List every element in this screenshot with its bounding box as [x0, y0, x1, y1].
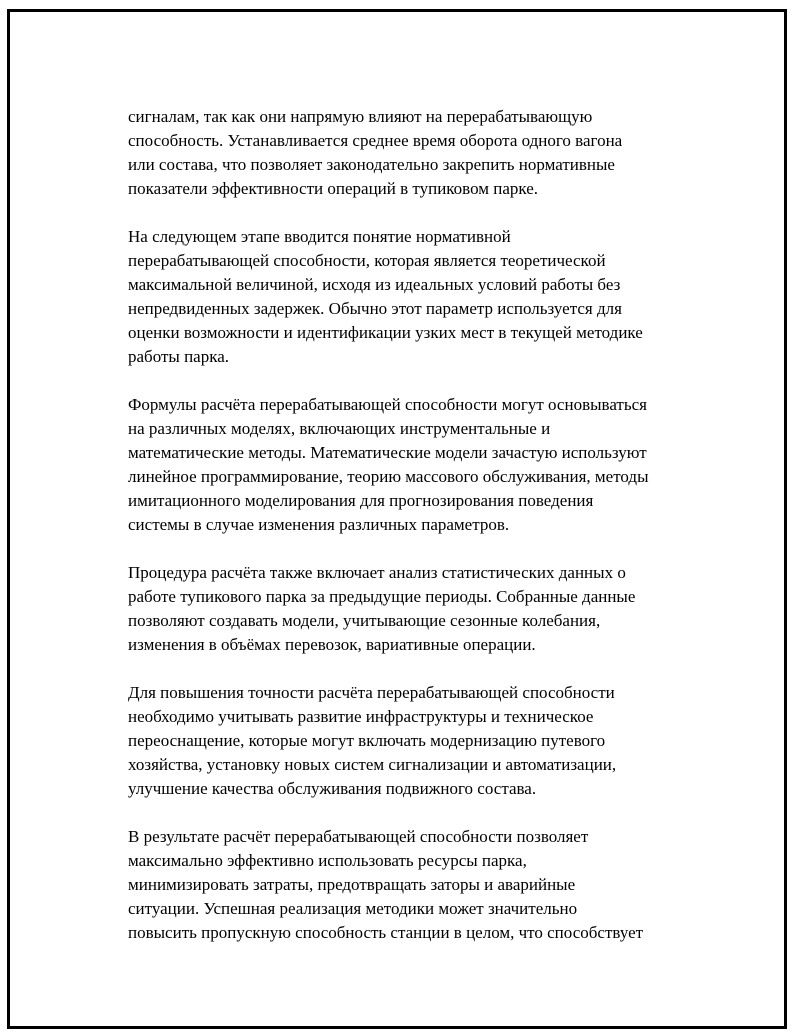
text-line: максимально эффективно использовать ресурсы парка,: [128, 851, 527, 870]
document-body: [128, 105, 728, 969]
paragraph-6: [128, 825, 728, 945]
text-line: повысить пропускную способность станции в целом, что способствует: [128, 923, 644, 942]
paragraph-3: [128, 393, 728, 537]
text-line: переоснащение, которые могут включать модернизацию путевого: [128, 731, 606, 750]
paragraph-2: [128, 225, 728, 369]
text-line: Формулы расчёта перерабатывающей способности могут основываться: [128, 395, 647, 414]
text-line: необходимо учитывать развитие инфраструктуры и техническое: [128, 707, 594, 726]
text-line: ситуации. Успешная реализация методики может значительно: [128, 899, 578, 918]
paragraph-1: [128, 105, 728, 201]
text-line: на различных моделях, включающих инструментальные и: [128, 419, 551, 438]
paragraph-4: [128, 561, 728, 657]
text-line: показатели эффективности операций в тупиковом парке.: [128, 179, 539, 198]
text-line: изменения в объёмах перевозок, вариативные операции.: [128, 635, 536, 654]
text-line: Процедура расчёта также включает анализ статистических данных о: [128, 563, 626, 582]
text-line: способность. Устанавливается среднее время оборота одного вагона: [128, 131, 623, 150]
text-line: позволяют создавать модели, учитывающие сезонные колебания,: [128, 611, 601, 630]
text-line: математические методы. Математические модели зачастую используют: [128, 443, 647, 462]
paragraph-5: [128, 681, 728, 801]
text-line: линейное программирование, теорию массового обслуживания, методы: [128, 467, 649, 486]
text-line: перерабатывающей способности, которая является теоретической: [128, 251, 606, 270]
text-line: улучшение качества обслуживания подвижного состава.: [128, 779, 537, 798]
text-line: минимизировать затраты, предотвращать заторы и аварийные: [128, 875, 576, 894]
text-line: имитационного моделирования для прогнозирования поведения: [128, 491, 594, 510]
text-line: непредвиденных задержек. Обычно этот параметр используется для: [128, 299, 622, 318]
text-line: Для повышения точности расчёта перерабатывающей способности: [128, 683, 615, 702]
text-line: или состава, что позволяет законодательно закрепить нормативные: [128, 155, 615, 174]
text-line: работе тупикового парка за предыдущие периоды. Собранные данные: [128, 587, 636, 606]
text-line: сигналам, так как они напрямую влияют на перерабатывающую: [128, 107, 593, 126]
text-line: На следующем этапе вводится понятие нормативной: [128, 227, 511, 246]
text-line: В результате расчёт перерабатывающей способности позволяет: [128, 827, 589, 846]
text-line: работы парка.: [128, 347, 230, 366]
page-frame: [7, 9, 787, 1029]
text-line: системы в случае изменения различных параметров.: [128, 515, 510, 534]
text-line: максимальной величиной, исходя из идеальных условий работы без: [128, 275, 621, 294]
text-line: оценки возможности и идентификации узких мест в текущей методике: [128, 323, 643, 342]
text-line: хозяйства, установку новых систем сигнализации и автоматизации,: [128, 755, 617, 774]
